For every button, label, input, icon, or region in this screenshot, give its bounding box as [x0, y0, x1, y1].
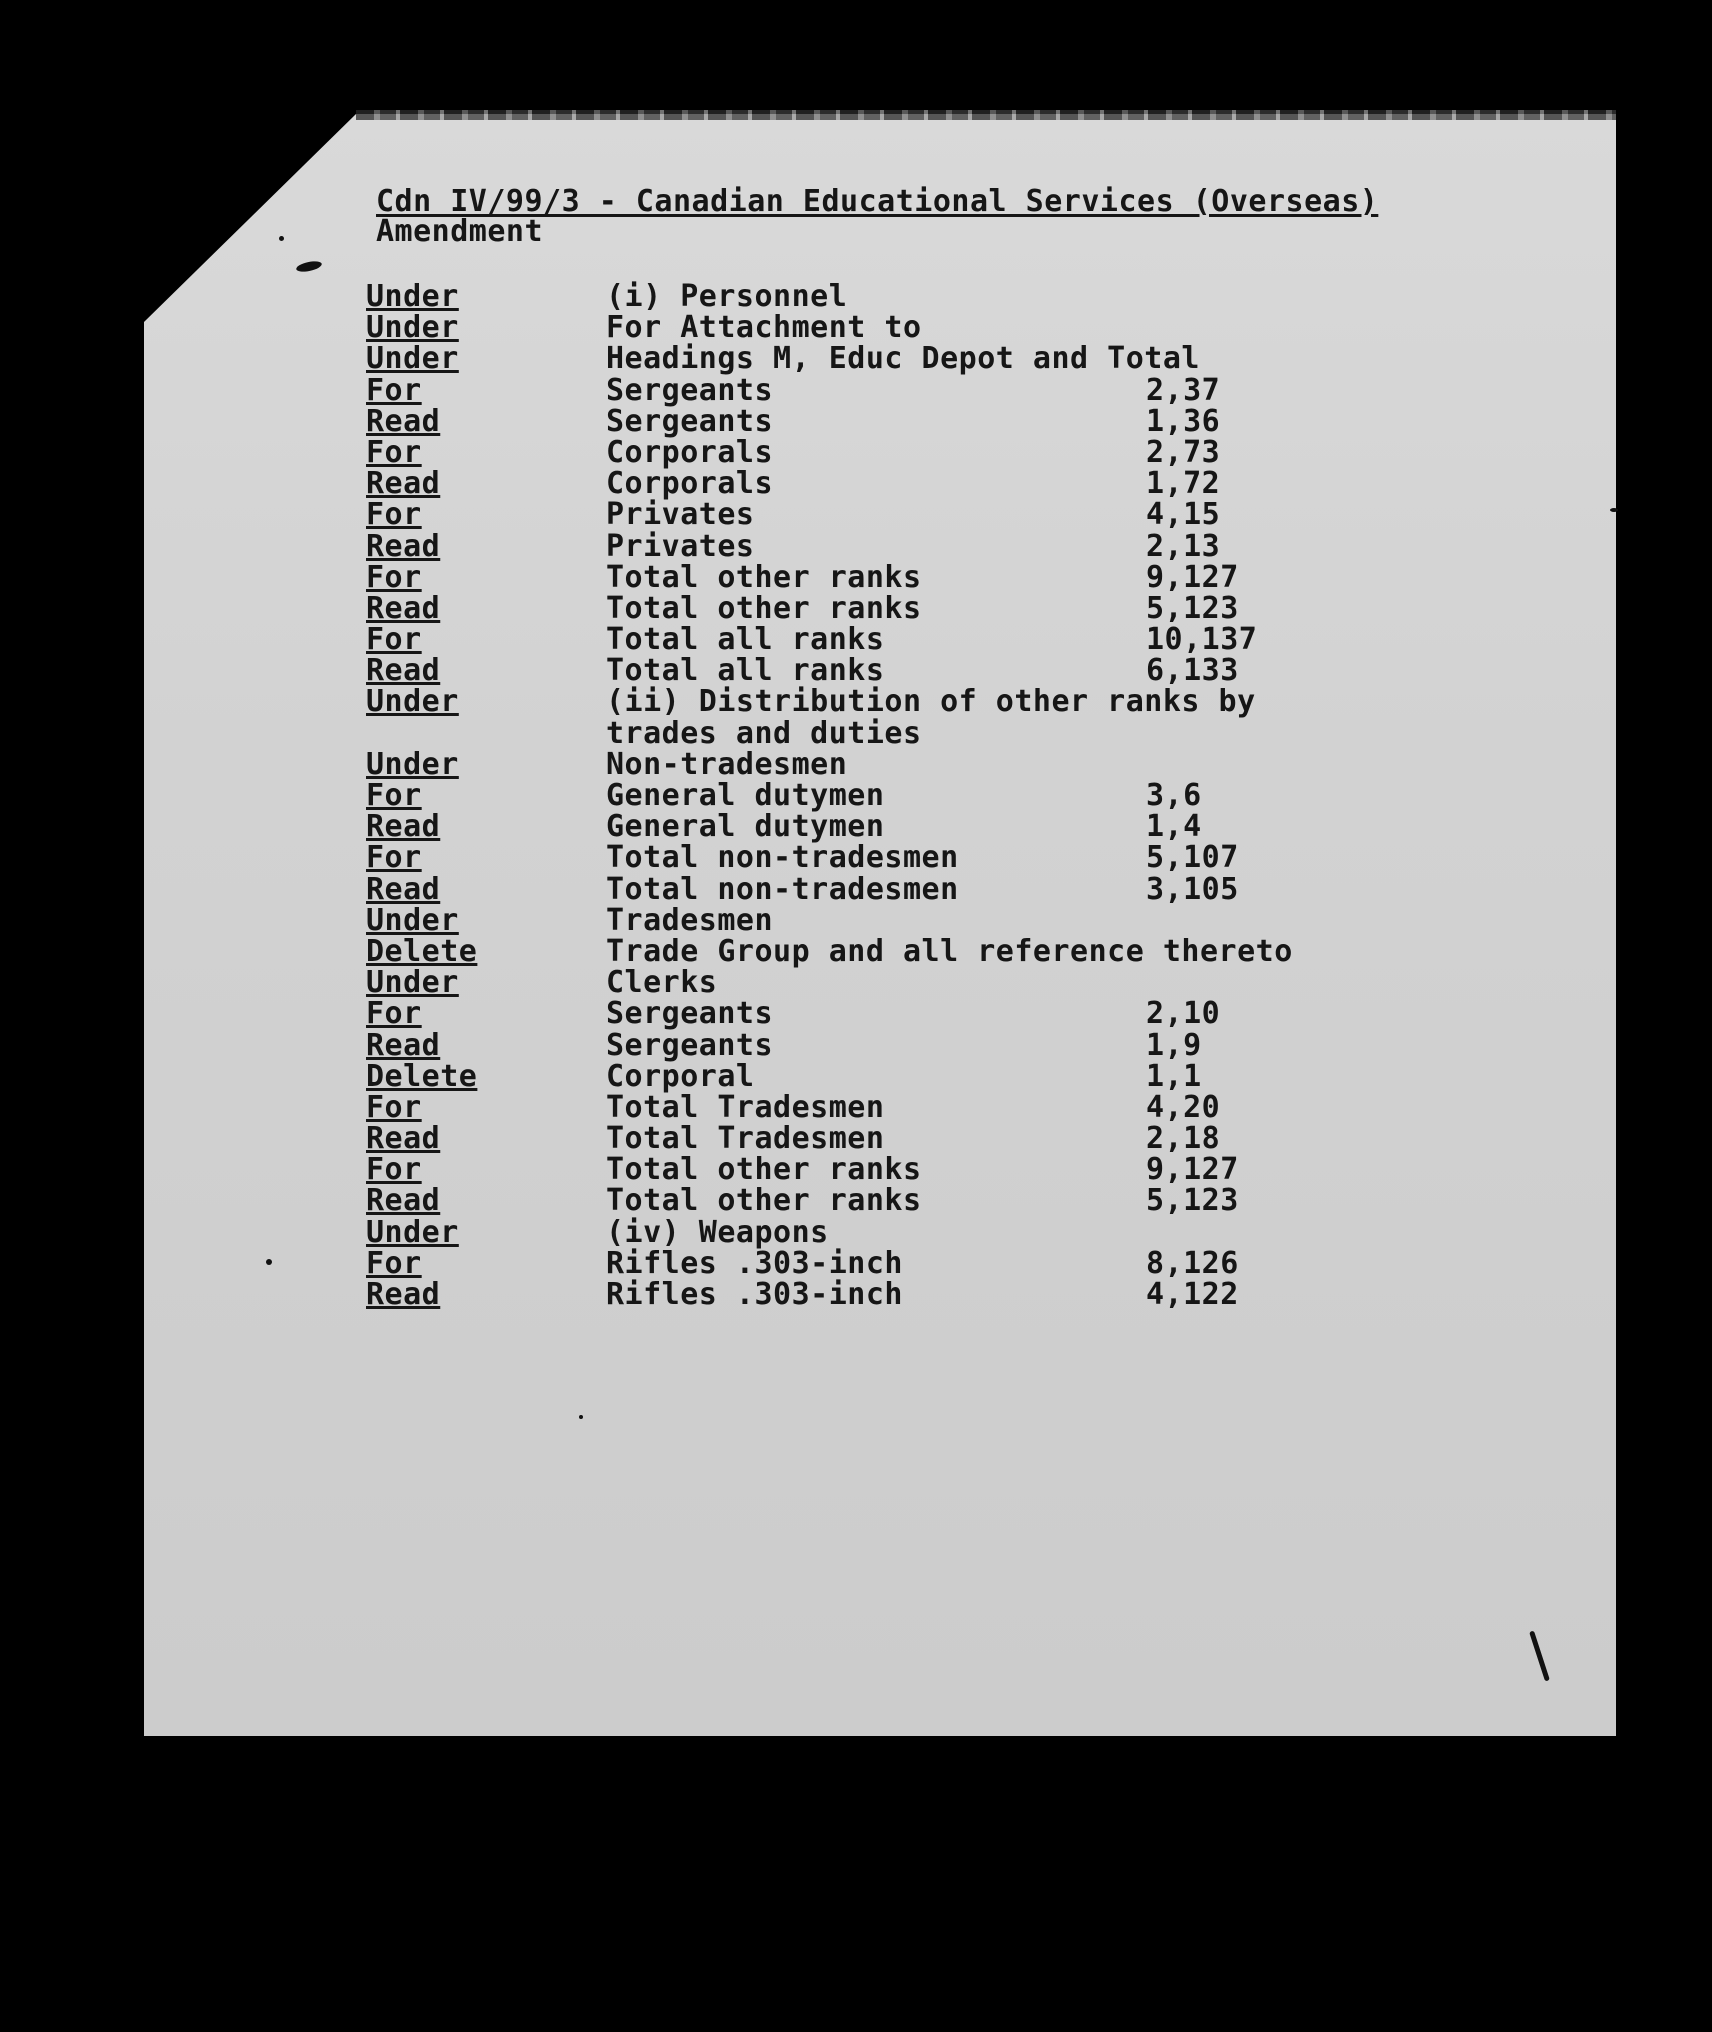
- row-action-verb: Read: [366, 528, 441, 564]
- row-action-verb: Under: [366, 341, 459, 377]
- row-value: 6,133: [1146, 653, 1239, 689]
- row-action-verb: Under: [366, 1214, 459, 1250]
- row-item-text: Clerks: [606, 965, 718, 1001]
- row-item-text: (ii) Distribution of other ranks by: [606, 684, 1256, 720]
- row-item-text: Privates: [606, 497, 755, 533]
- row-item-text: Total other ranks: [606, 1183, 922, 1219]
- ink-dot: [1610, 508, 1618, 512]
- row-item-text: Total other ranks: [606, 1152, 922, 1188]
- row-action-verb: Read: [366, 403, 441, 439]
- row-value: 1,72: [1146, 466, 1221, 502]
- row-value: 4,122: [1146, 1277, 1239, 1312]
- row-action-verb: For: [366, 1152, 422, 1188]
- row-value: 3,105: [1146, 871, 1239, 907]
- row-item-text: Total all ranks: [606, 653, 885, 689]
- row-action-verb: Read: [366, 1121, 441, 1157]
- row-action-verb: Read: [366, 1183, 441, 1219]
- row-item-text: Sergeants: [606, 403, 774, 439]
- row-item-text: Sergeants: [606, 1027, 774, 1063]
- row-action-verb: Read: [366, 1277, 441, 1312]
- document-title: Cdn IV/99/3 - Canadian Educational Services (Overseas): [376, 184, 1379, 219]
- row-action-verb: Read: [366, 809, 441, 845]
- row-value: 1,9: [1146, 1027, 1202, 1063]
- row-value: 1,4: [1146, 809, 1202, 845]
- row-item-text: For Attachment to: [606, 310, 922, 346]
- row-action-verb: Read: [366, 871, 441, 907]
- row-value: 2,37: [1146, 372, 1221, 408]
- row-value: 1,1: [1146, 1058, 1202, 1094]
- row-item-text: Total other ranks: [606, 559, 922, 595]
- row-action-verb: For: [366, 622, 422, 658]
- row-item-text: Trade Group and all reference thereto: [606, 933, 1293, 969]
- row-item-text: Corporals: [606, 434, 774, 470]
- document-subtitle: Amendment: [376, 214, 544, 249]
- row-action-verb: Delete: [366, 1058, 478, 1094]
- row-value: 5,107: [1146, 840, 1239, 876]
- torn-top-edge: [356, 110, 1616, 120]
- row-item-text: Corporals: [606, 466, 774, 502]
- row-value: 4,20: [1146, 1089, 1221, 1125]
- row-value: 2,73: [1146, 434, 1221, 470]
- row-item-text: (iv) Weapons: [606, 1214, 829, 1250]
- row-value: 2,18: [1146, 1121, 1221, 1157]
- row-action-verb: For: [366, 778, 422, 813]
- row-value: 1,36: [1146, 403, 1221, 439]
- row-value: 8,126: [1146, 1245, 1239, 1281]
- row-item-text: Total non-tradesmen: [606, 840, 959, 876]
- row-item-text: Rifles .303-inch: [606, 1277, 903, 1312]
- row-action-verb: Under: [366, 684, 459, 720]
- row-item-text: Privates: [606, 528, 755, 564]
- row-action-verb: Under: [366, 902, 459, 938]
- row-item-text: Total Tradesmen: [606, 1121, 885, 1157]
- row-item-text: Total non-tradesmen: [606, 871, 959, 907]
- row-value: 10,137: [1146, 622, 1258, 658]
- row-item-text: Non-tradesmen: [606, 746, 848, 782]
- row-item-text: Headings M, Educ Depot and Total: [606, 341, 1200, 377]
- row-action-verb: Under: [366, 965, 459, 1001]
- row-value: 4,15: [1146, 497, 1221, 533]
- row-item-text: Total all ranks: [606, 622, 885, 658]
- row-item-text: Corporal: [606, 1058, 755, 1094]
- row-action-verb: Read: [366, 466, 441, 502]
- row-value: 5,123: [1146, 590, 1239, 626]
- row-action-verb: Under: [366, 310, 459, 346]
- row-action-verb: Read: [366, 1027, 441, 1063]
- row-value: 2,10: [1146, 996, 1221, 1032]
- row-action-verb: Under: [366, 279, 459, 314]
- row-action-verb: For: [366, 372, 422, 408]
- row-action-verb: Read: [366, 653, 441, 689]
- row-item-text: trades and duties: [606, 715, 922, 751]
- row-item-text: General dutymen: [606, 778, 885, 813]
- row-action-verb: Delete: [366, 933, 478, 969]
- ink-dot: [279, 236, 284, 241]
- row-value: 5,123: [1146, 1183, 1239, 1219]
- row-action-verb: For: [366, 1245, 422, 1281]
- row-item-text: Tradesmen: [606, 902, 774, 938]
- row-value: 9,127: [1146, 1152, 1239, 1188]
- row-action-verb: For: [366, 434, 422, 470]
- row-item-text: Sergeants: [606, 372, 774, 408]
- row-action-verb: For: [366, 497, 422, 533]
- row-item-text: Rifles .303-inch: [606, 1245, 903, 1281]
- ink-dot: [266, 1259, 272, 1265]
- row-action-verb: For: [366, 559, 422, 595]
- row-value: 2,13: [1146, 528, 1221, 564]
- row-item-text: (i) Personnel: [606, 279, 848, 314]
- row-value: 9,127: [1146, 559, 1239, 595]
- ink-dot: [579, 1415, 583, 1419]
- row-value: 3,6: [1146, 778, 1202, 813]
- row-action-verb: For: [366, 996, 422, 1032]
- row-item-text: Total other ranks: [606, 590, 922, 626]
- row-action-verb: Read: [366, 590, 441, 626]
- row-action-verb: Under: [366, 746, 459, 782]
- row-item-text: General dutymen: [606, 809, 885, 845]
- row-action-verb: For: [366, 1089, 422, 1125]
- row-action-verb: For: [366, 840, 422, 876]
- row-item-text: Total Tradesmen: [606, 1089, 885, 1125]
- row-item-text: Sergeants: [606, 996, 774, 1032]
